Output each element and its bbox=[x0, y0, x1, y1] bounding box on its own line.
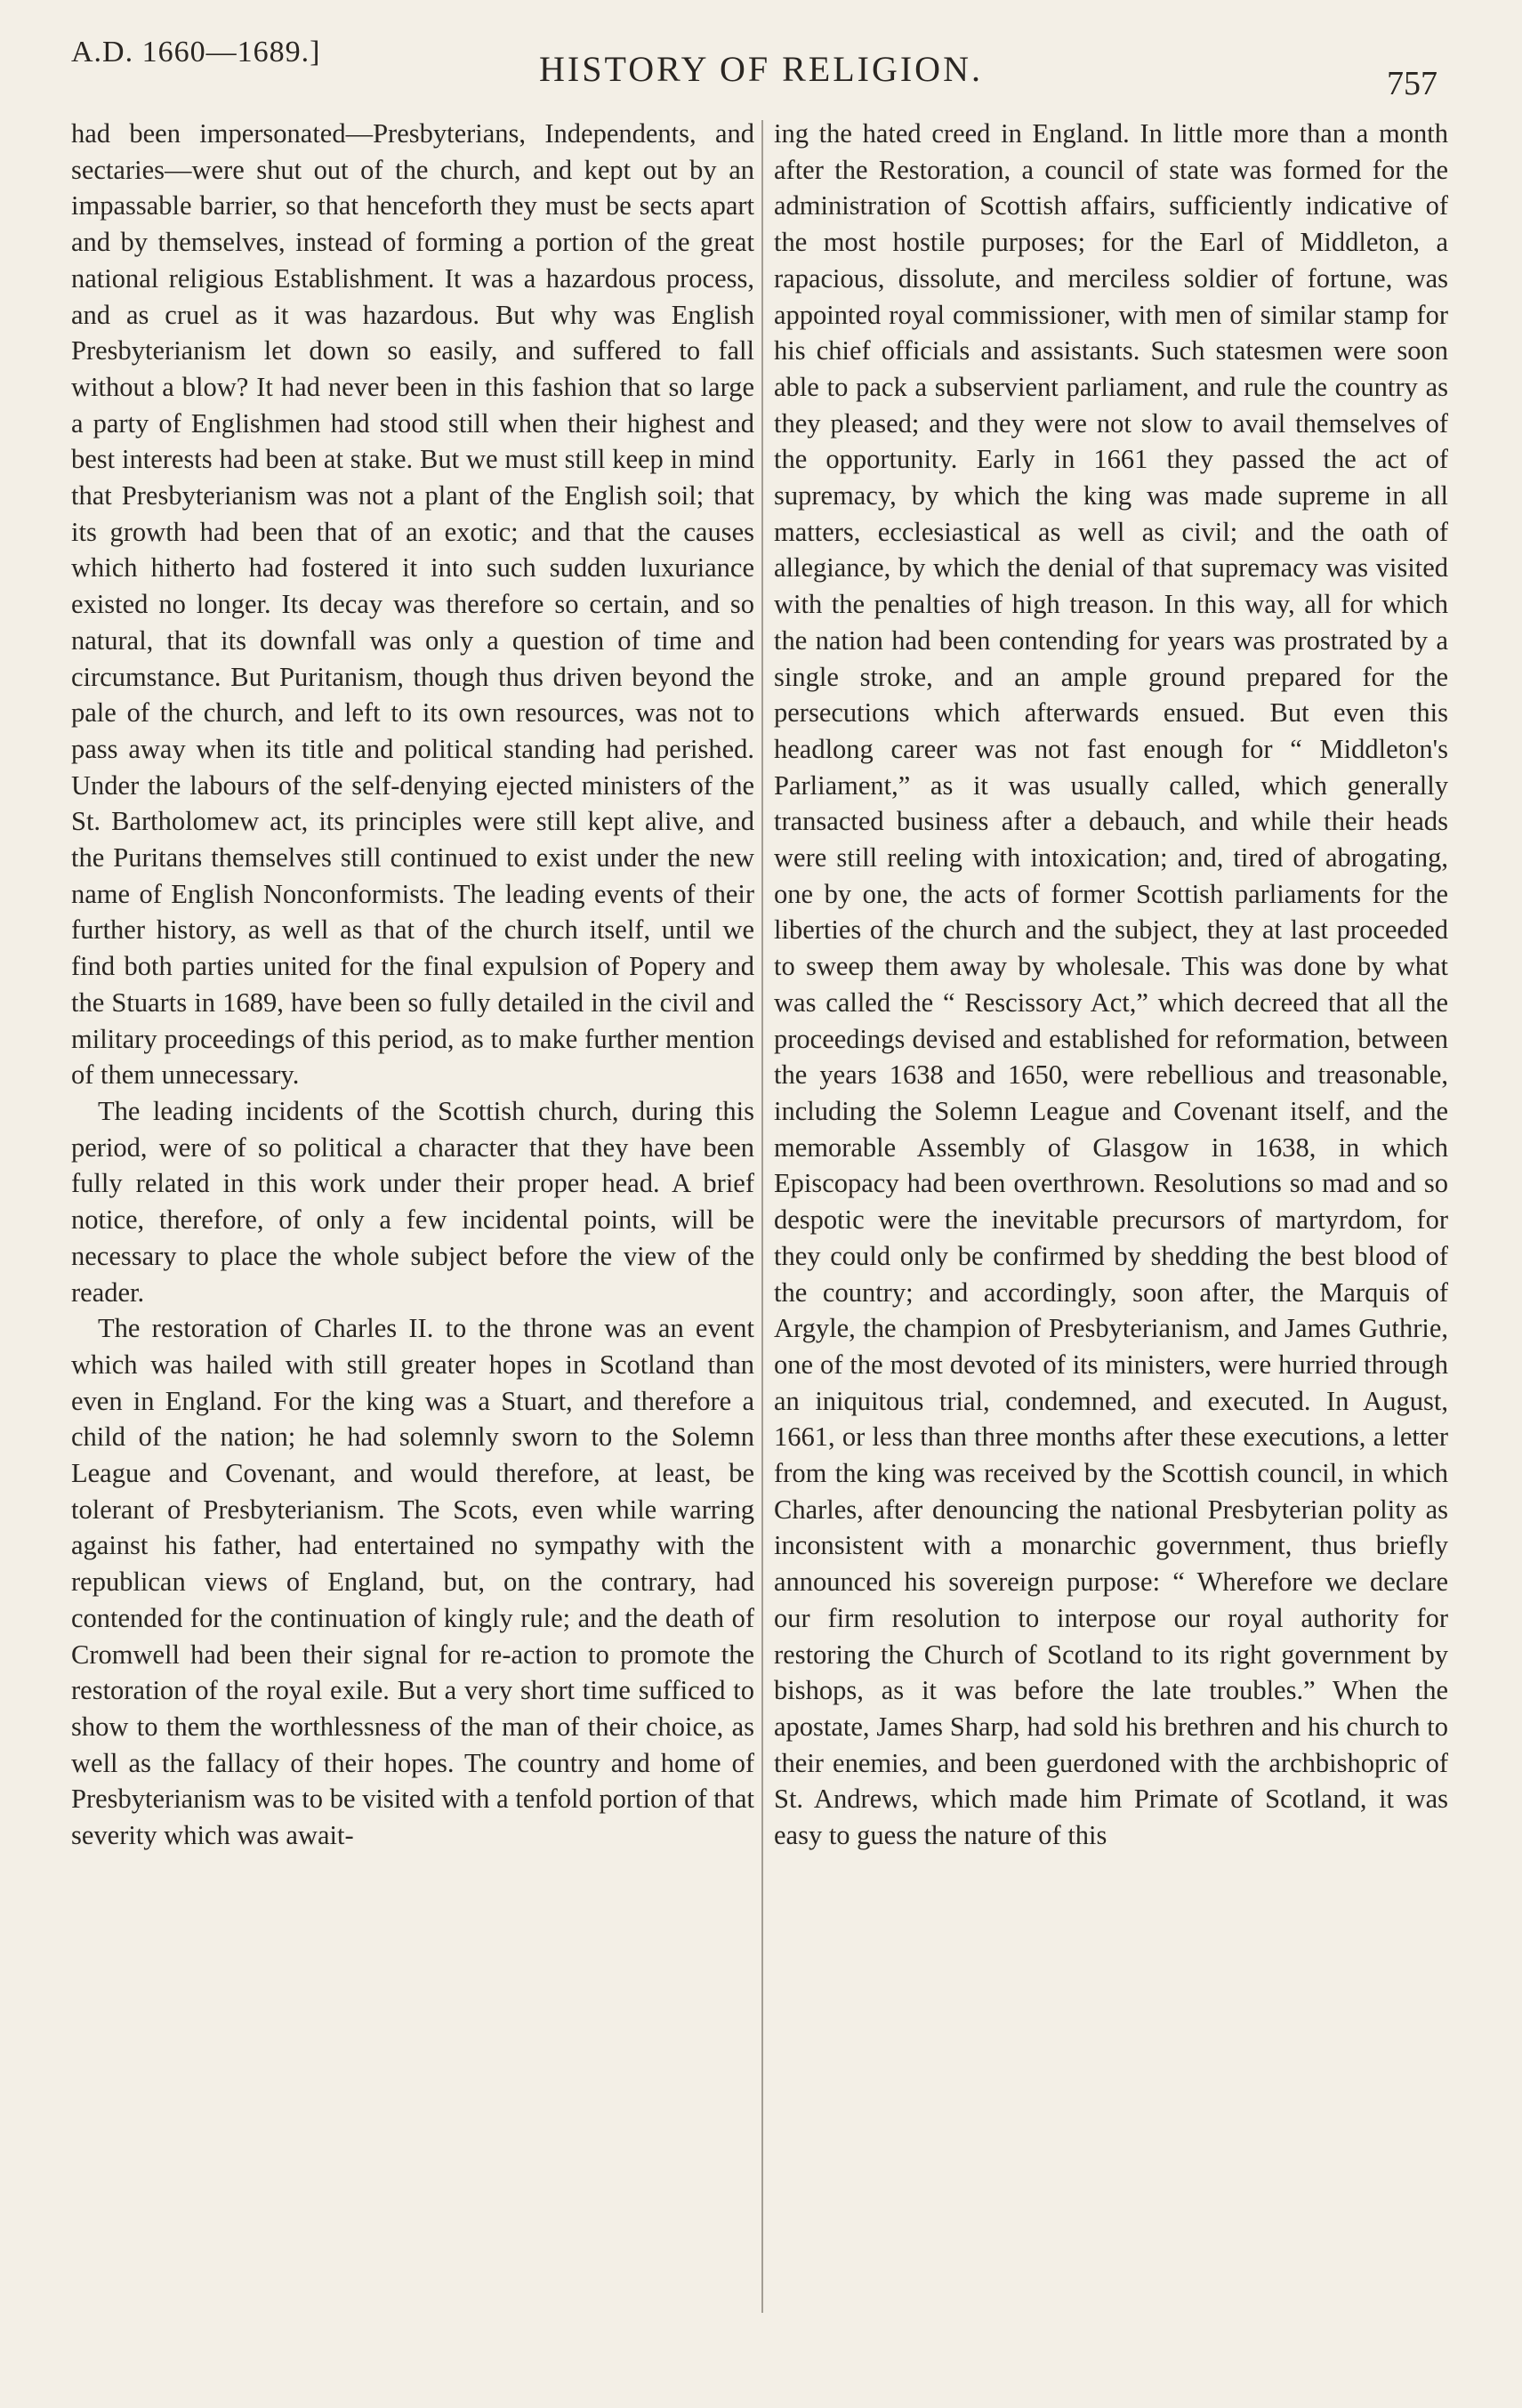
running-title: HISTORY OF RELIGION. bbox=[539, 49, 983, 89]
left-paragraph-1: had been impersonated—Presbyterians, Independents, and sectaries—were shut out of the church, and kept out by an impassable barrier, so that henceforth they must be sects apart and by themselves, instead of forming a portion of the great national religious Establishment. It was a hazardous process, and as cruel as it was hazardous. But why was English Presbyterianism let down so easily, and suffered to fall without a blow? It had never been in this fashion that so large a party of Englishmen had stood still when their highest and best interests had been at stake. But we must still keep in mind that Presbyterianism was not a plant of the English soil; that its growth had been that of an exotic; and that the causes which hitherto had fostered it into such sudden luxuriance existed no longer. Its decay was therefore so certain, and so natural, that its downfall was only a question of time and circumstance. But Puritanism, though thus driven beyond the pale of the church, and left to its own resources, was not to pass away when its title and political standing had perished. Under the labours of the self-denying ejected ministers of the St. Bartholomew act, its principles were still kept alive, and the Puritans themselves still continued to exist under the new name of English Nonconformists. The leading events of their further history, as well as that of the church itself, until we find both parties united for the final expulsion of Popery and the Stuarts in 1689, have been so fully detailed in the civil and military proceedings of this period, as to make further mention of them unnecessary. bbox=[71, 118, 754, 1091]
page-header bbox=[0, 0, 1522, 107]
right-paragraph-1: ing the hated creed in England. In little more than a month after the Restoration, a council of state was formed for the administration of Scottish affairs, sufficiently indicative of the most hostile purposes; for the Earl of Middleton, a rapacious, dissolute, and merciless soldier of fortune, was appointed royal commissioner, with men of similar stamp for his chief officials and assistants. Such statesmen were soon able to pack a subservient parliament, and rule the country as they pleased; and they were not slow to avail themselves of the opportunity. Early in 1661 they passed the act of supremacy, by which the king was made supreme in all matters, ecclesiastical as well as civil; and the oath of allegiance, by which the denial of that supremacy was visited with the penalties of high treason. In this way, all for which the nation had been contending for years was prostrated by a single stroke, and an ample ground prepared for the persecutions which afterwards ensued. But even this headlong career was not fast enough for “ Middleton's Parliament,” as it was usually called, which generally transacted business after a debauch, and while their heads were still reeling with intoxication; and, tired of abrogating, one by one, the acts of former Scottish parliaments for the liberties of the church and the subject, they at last proceeded to sweep them away by wholesale. This was done by what was called the “ Rescissory Act,” which decreed that all the proceedings devised and established for reformation, between the years 1638 and 1650, were rebellious and treasonable, including the Solemn League and Covenant itself, and the memorable Assembly of Glasgow in 1638, in which Episcopacy had been overthrown. Resolutions so mad and so despotic were the inevitable precursors of martyrdom, for they could only be confirmed by shedding the best blood of the country; and accordingly, soon after, the Marquis of Argyle, the champion of Presbyterianism, and James Guthrie, one of the most devoted of its ministers, were hurried through an iniquitous trial, condemned, and executed. In August, 1661, or less than three months after these executions, a letter from the king was received by the Scottish council, in which Charles, after denouncing the national Presbyterian polity as inconsistent with a monarchic government, thus briefly announced his sovereign purpose: “ Wherefore we declare our firm resolution to interpose our royal authority for restoring the Church of Scotland to its right government by bishops, as it was before the late troubles.” When the apostate, James Sharp, had sold his brethren and his church to their enemies, and been guerdoned with the archbishopric of St. Andrews, which made him Primate of Scotland, it was easy to guess the nature of this bbox=[774, 118, 1448, 1851]
right-column bbox=[774, 116, 1448, 2313]
page-number: 757 bbox=[1387, 65, 1437, 102]
date-range: A.D. 1660—1689.] bbox=[71, 36, 321, 68]
left-paragraph-3: The restoration of Charles II. to the throne was an event which was hailed with still greater hopes in Scotland than even in England. For the king was a Stuart, and therefore a child of the nation; he had solemnly sworn to the Solemn League and Covenant, and would therefore, at least, be tolerant of Presbyterianism. The Scots, even while warring against his father, had entertained no sympathy with the republican views of England, but, on the contrary, had contended for the continuation of kingly rule; and the death of Cromwell had been their signal for re-action to promote the restoration of the royal exile. But a very short time sufficed to show to them the worthlessness of the man of their choice, as well as the fallacy of their hopes. The country and home of Presbyterianism was to be visited with a tenfold portion of that severity which was await- bbox=[71, 1313, 754, 1851]
left-column bbox=[71, 116, 754, 2313]
column-divider bbox=[761, 120, 763, 2313]
left-paragraph-2: The leading incidents of the Scottish church, during this period, were of so political a character that they have been fully related in this work under their proper head. A brief notice, therefore, of only a few incidental points, will be necessary to place the whole subject before the view of the reader. bbox=[71, 1095, 754, 1308]
